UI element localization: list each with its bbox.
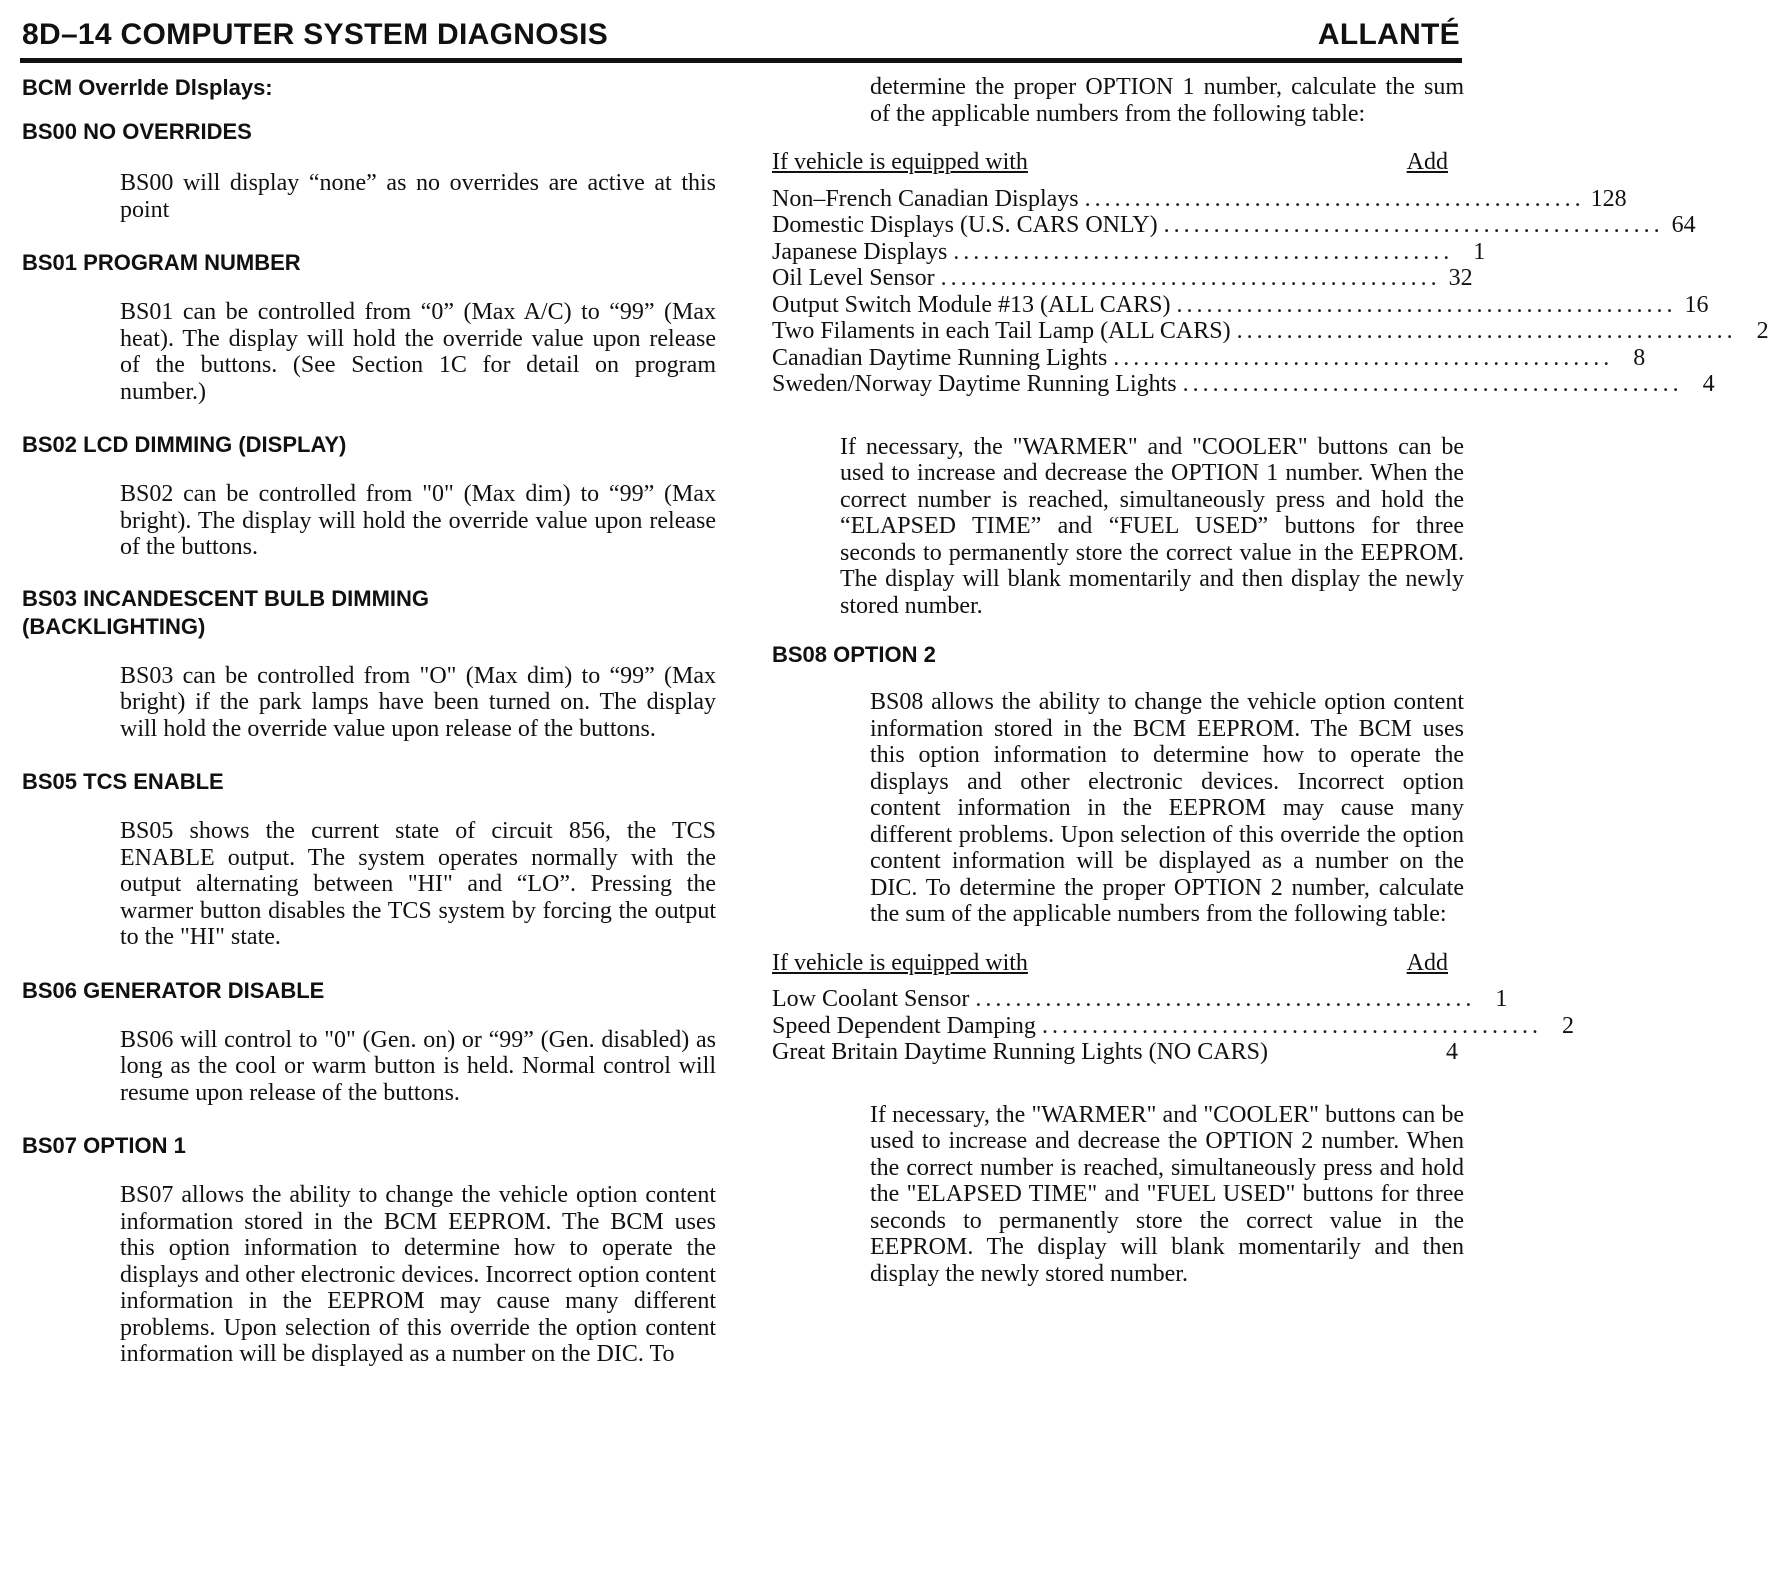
row-label: Two Filaments in each Tail Lamp (ALL CARS): [772, 318, 1231, 344]
dot-leader: ..................................................: [953, 238, 1454, 265]
section-heading: BS06 GENERATOR DISABLE: [22, 977, 325, 1003]
section-text: BS00 will display “none” as no overrides are active at this point: [120, 170, 716, 223]
row-value: 8: [1633, 344, 1646, 371]
option2-table: [772, 949, 1574, 1066]
left-column: [22, 74, 722, 1368]
table-row: [772, 238, 1486, 266]
option1-instructions: If necessary, the "WARMER" and "COOLER" buttons can be used to increase and decrease the OPTION 1 number. When the correct number is reached, simultaneously press and hold the “ELAPSED TIME” and “FUEL USED” buttons for three seconds to permanently store the correct value in the EEPROM. The display will blank momentarily and then display the newly stored number.: [840, 433, 1464, 619]
section-heading: BS03 INCANDESCENT BULB DIMMING (BACKLIGHTING): [22, 585, 430, 639]
table-column-label: If vehicle is equipped with: [772, 149, 1028, 175]
table-row: [772, 212, 1696, 239]
row-value: 64: [1671, 212, 1696, 238]
row-label: Domestic Displays (U.S. CARS ONLY): [772, 212, 1158, 238]
row-label: Non–French Canadian Displays: [772, 185, 1079, 212]
section-text: BS01 can be controlled from “0” (Max A/C) to “99” (Max heat). The display will hold the override value upon release of the buttons. (See Section 1C for detail on program number.): [120, 299, 716, 405]
row-label: Speed Dependent Damping: [772, 1012, 1036, 1039]
page-title: 8D–14 COMPUTER SYSTEM DIAGNOSIS: [22, 18, 609, 51]
table-row: [772, 318, 1769, 345]
table-row: [772, 291, 1709, 319]
table-row: [772, 344, 1646, 372]
section-text: BS07 allows the ability to change the vehicle option content information stored in the BCM EEPROM. The BCM uses this option information to determine how to operate the displays and other electronic devices. Incorrect option content information in the EEPROM may cause many different problems. Upon selection of this override the option content information will be displayed as a number on the DIC. To: [120, 1182, 716, 1367]
dot-leader: ..................................................: [1176, 291, 1677, 318]
dot-leader: ..................................................: [940, 265, 1441, 291]
table-column-label: If vehicle is equipped with: [772, 949, 1028, 976]
dot-leader: ..................................................: [1041, 1012, 1542, 1039]
section-text: BS02 can be controlled from "0" (Max dim) to “99” (Max bright). The display will hold the override value upon release of the buttons.: [120, 481, 716, 560]
row-value: 4: [1446, 1039, 1458, 1065]
dot-leader: ..................................................: [1163, 212, 1664, 238]
dot-leader: ..................................................: [1084, 185, 1585, 212]
table-row: [772, 986, 1508, 1013]
row-value: 2: [1561, 1012, 1574, 1039]
dot-leader: ..................................................: [975, 986, 1476, 1012]
right-column: [772, 74, 1769, 1287]
section-text: BS06 will control to "0" (Gen. on) or “99” (Gen. disabled) as long as the cool or warm button is held. Normal control will resume upon release of the buttons.: [120, 1026, 716, 1106]
section-text: BS08 allows the ability to change the vehicle option content information stored in the BCM EEPROM. The BCM uses this option information to determine how to operate the displays and other electronic devices. Incorrect option content information in the EEPROM may cause many different problems. Upon selection of this override the option content information will be displayed as a number on the DIC. To determine the proper OPTION 2 number, calculate the sum of the applicable numbers from the following table:: [870, 689, 1464, 927]
section-heading: BS05 TCS ENABLE: [22, 769, 224, 794]
row-label: Output Switch Module #13 (ALL CARS): [772, 291, 1171, 318]
table-header: [772, 950, 1458, 977]
table-row: [772, 371, 1715, 398]
section-heading: BS07 OPTION 1: [22, 1133, 186, 1158]
row-label: Great Britain Daytime Running Lights (NO CARS): [772, 1039, 1268, 1065]
row-value: 16: [1684, 291, 1709, 318]
row-label: Canadian Daytime Running Lights: [772, 344, 1108, 371]
table-column-add: Add: [1406, 149, 1448, 175]
dot-leader: ..................................................: [1236, 318, 1737, 344]
row-value: 2: [1756, 318, 1769, 344]
table-row: [772, 1039, 1458, 1066]
section-heading: BS01 PROGRAM NUMBER: [22, 250, 301, 275]
section-heading: BS00 NO OVERRIDES: [22, 119, 252, 144]
continuation-text: determine the proper OPTION 1 number, calculate the sum of the applicable numbers from the following table:: [870, 74, 1464, 127]
table-column-add: Add: [1406, 949, 1448, 976]
section-text: BS03 can be controlled from "O" (Max dim) to “99” (Max bright) if the park lamps have been turned on. The display will hold the override value upon release of the buttons.: [120, 662, 716, 742]
dot-leader: ..................................................: [1113, 344, 1614, 371]
page-header: [20, 14, 1462, 63]
row-label: Sweden/Norway Daytime Running Lights: [772, 371, 1177, 397]
row-label: Oil Level Sensor: [772, 265, 935, 291]
option2-instructions: If necessary, the "WARMER" and "COOLER" buttons can be used to increase and decrease the OPTION 2 number. When the correct number is reached, simultaneously press and hold the "ELAPSED TIME" and "FUEL USED" buttons for three seconds to permanently store the correct value in the EEPROM. The display will blank momentarily and then display the newly stored number.: [870, 1101, 1464, 1287]
section-text: BS05 shows the current state of circuit 856, the TCS ENABLE output. The system operates normally with the output alternating between "HI" and “LO”. Pressing the warmer button disables the TCS system by forcing the output to the "HI" state.: [120, 818, 716, 950]
bcm-override-heading: BCM Overrlde Dlsplays:: [22, 75, 273, 100]
row-value: 128: [1590, 185, 1627, 212]
table-header: [772, 149, 1458, 176]
option1-table: [772, 149, 1769, 398]
table-row: [772, 185, 1627, 213]
section-heading: BS02 LCD DIMMING (DISPLAY): [22, 432, 347, 457]
dot-leader: ..................................................: [1182, 371, 1683, 397]
section-heading: BS08 OPTION 2: [772, 642, 936, 667]
row-value: 1: [1473, 238, 1486, 265]
brand-name: ALLANTÉ: [1317, 18, 1460, 51]
row-label: Low Coolant Sensor: [772, 986, 970, 1012]
row-value: 4: [1702, 371, 1715, 397]
row-label: Japanese Displays: [772, 238, 948, 265]
table-row: [772, 1012, 1574, 1040]
row-value: 1: [1495, 986, 1508, 1012]
table-row: [772, 265, 1473, 292]
row-value: 32: [1448, 265, 1473, 291]
